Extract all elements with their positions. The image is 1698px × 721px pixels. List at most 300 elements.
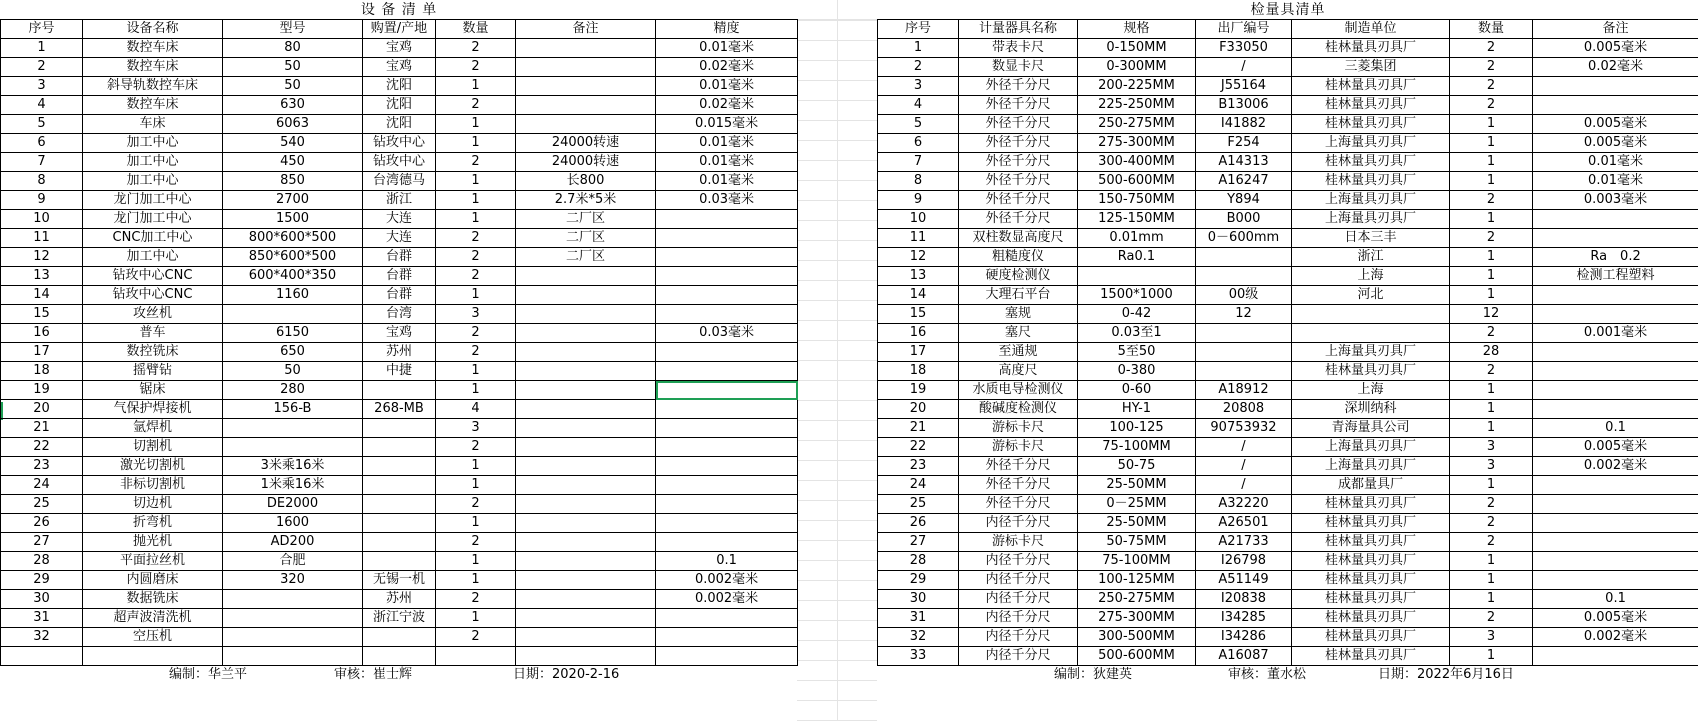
table-cell[interactable]: 0.005毫米 bbox=[1533, 609, 1698, 628]
table-cell[interactable]: 大连 bbox=[363, 229, 436, 248]
table-cell[interactable]: DE2000 bbox=[223, 495, 363, 514]
table-cell[interactable]: 外径千分尺 bbox=[959, 495, 1078, 514]
table-cell[interactable] bbox=[516, 647, 656, 666]
table-cell[interactable]: 外径千分尺 bbox=[959, 153, 1078, 172]
table-cell[interactable]: 2 bbox=[1450, 495, 1533, 514]
table-cell[interactable]: 1500 bbox=[223, 210, 363, 229]
table-cell[interactable]: 加工中心 bbox=[83, 248, 223, 267]
table-cell[interactable]: 0－600mm bbox=[1196, 229, 1292, 248]
table-cell[interactable] bbox=[1533, 362, 1698, 381]
table-cell[interactable]: 1600 bbox=[223, 514, 363, 533]
table-cell[interactable]: 0.01毫米 bbox=[656, 134, 798, 153]
table-cell[interactable]: 18 bbox=[1, 362, 83, 381]
table-cell[interactable]: Y894 bbox=[1196, 191, 1292, 210]
table-cell[interactable]: 0.1 bbox=[656, 552, 798, 571]
table-cell[interactable]: 25 bbox=[1, 495, 83, 514]
table-cell[interactable] bbox=[363, 381, 436, 400]
table-cell[interactable]: 0.03至1 bbox=[1078, 324, 1196, 343]
table-cell[interactable]: 1 bbox=[436, 457, 516, 476]
table-cell[interactable]: 1 bbox=[1450, 286, 1533, 305]
table-cell[interactable]: A14313 bbox=[1196, 153, 1292, 172]
table-cell[interactable]: 外径千分尺 bbox=[959, 77, 1078, 96]
table-cell[interactable]: 2 bbox=[436, 39, 516, 58]
table-cell[interactable]: 3 bbox=[1, 77, 83, 96]
table-cell[interactable]: 25 bbox=[878, 495, 959, 514]
table-cell[interactable]: 数控车床 bbox=[83, 96, 223, 115]
table-cell[interactable]: 2 bbox=[1450, 58, 1533, 77]
gauges-header-cell[interactable]: 制造单位 bbox=[1292, 20, 1450, 39]
table-cell[interactable]: 275-300MM bbox=[1078, 609, 1196, 628]
table-cell[interactable]: A18912 bbox=[1196, 381, 1292, 400]
table-cell[interactable]: 20 bbox=[1, 400, 83, 419]
table-cell[interactable] bbox=[516, 400, 656, 419]
table-cell[interactable]: A16087 bbox=[1196, 647, 1292, 666]
table-cell[interactable]: 27 bbox=[878, 533, 959, 552]
table-cell[interactable]: 150-750MM bbox=[1078, 191, 1196, 210]
table-cell[interactable] bbox=[83, 647, 223, 666]
table-cell[interactable]: 游标卡尺 bbox=[959, 533, 1078, 552]
table-cell[interactable] bbox=[363, 457, 436, 476]
table-cell[interactable]: 合肥 bbox=[223, 552, 363, 571]
table-cell[interactable]: 检测工程塑料 bbox=[1533, 267, 1698, 286]
table-cell[interactable] bbox=[516, 457, 656, 476]
table-cell[interactable] bbox=[656, 248, 798, 267]
table-cell[interactable] bbox=[516, 571, 656, 590]
table-cell[interactable]: 12 bbox=[1196, 305, 1292, 324]
table-cell[interactable]: 1 bbox=[1450, 552, 1533, 571]
table-cell[interactable]: HY-1 bbox=[1078, 400, 1196, 419]
table-cell[interactable]: 22 bbox=[878, 438, 959, 457]
table-cell[interactable]: 7 bbox=[1, 153, 83, 172]
table-cell[interactable] bbox=[1533, 533, 1698, 552]
table-cell[interactable] bbox=[656, 210, 798, 229]
table-cell[interactable]: 台湾德马 bbox=[363, 172, 436, 191]
table-cell[interactable]: 11 bbox=[878, 229, 959, 248]
table-cell[interactable]: 22 bbox=[1, 438, 83, 457]
table-cell[interactable]: 1500*1000 bbox=[1078, 286, 1196, 305]
table-cell[interactable]: 1 bbox=[436, 210, 516, 229]
table-cell[interactable]: I26798 bbox=[1196, 552, 1292, 571]
table-cell[interactable]: 24 bbox=[878, 476, 959, 495]
table-cell[interactable]: Ra 0.2 bbox=[1533, 248, 1698, 267]
table-cell[interactable]: 1 bbox=[436, 115, 516, 134]
table-cell[interactable] bbox=[1196, 343, 1292, 362]
table-cell[interactable]: 长800 bbox=[516, 172, 656, 191]
table-cell[interactable]: 13 bbox=[1, 267, 83, 286]
table-cell[interactable]: 1 bbox=[1450, 248, 1533, 267]
table-cell[interactable] bbox=[656, 457, 798, 476]
table-cell[interactable]: 1 bbox=[436, 514, 516, 533]
table-cell[interactable]: 沈阳 bbox=[363, 115, 436, 134]
table-cell[interactable]: 带表卡尺 bbox=[959, 39, 1078, 58]
table-cell[interactable]: 内径千分尺 bbox=[959, 628, 1078, 647]
table-cell[interactable]: 2 bbox=[436, 438, 516, 457]
table-cell[interactable]: 650 bbox=[223, 343, 363, 362]
table-cell[interactable]: 0.01毫米 bbox=[656, 77, 798, 96]
table-cell[interactable]: 桂林量具刃具厂 bbox=[1292, 647, 1450, 666]
table-cell[interactable]: 桂林量具刃具厂 bbox=[1292, 514, 1450, 533]
table-cell[interactable]: 1160 bbox=[223, 286, 363, 305]
table-cell[interactable] bbox=[1533, 229, 1698, 248]
table-cell[interactable]: 320 bbox=[223, 571, 363, 590]
table-cell[interactable] bbox=[1196, 248, 1292, 267]
table-cell[interactable]: 0.01毫米 bbox=[656, 39, 798, 58]
table-cell[interactable]: 龙门加工中心 bbox=[83, 191, 223, 210]
table-cell[interactable]: 0－25MM bbox=[1078, 495, 1196, 514]
table-cell[interactable]: 5至50 bbox=[1078, 343, 1196, 362]
table-cell[interactable]: 1 bbox=[1, 39, 83, 58]
table-cell[interactable]: 4 bbox=[436, 400, 516, 419]
table-cell[interactable]: 0.02毫米 bbox=[1533, 58, 1698, 77]
table-cell[interactable]: 10 bbox=[1, 210, 83, 229]
table-cell[interactable]: 空压机 bbox=[83, 628, 223, 647]
table-cell[interactable]: 80 bbox=[223, 39, 363, 58]
table-cell[interactable]: A26501 bbox=[1196, 514, 1292, 533]
table-cell[interactable] bbox=[516, 628, 656, 647]
table-cell[interactable]: 外径千分尺 bbox=[959, 457, 1078, 476]
table-cell[interactable]: 2 bbox=[1450, 96, 1533, 115]
table-cell[interactable]: B13006 bbox=[1196, 96, 1292, 115]
table-cell[interactable]: 桂林量具刃具厂 bbox=[1292, 590, 1450, 609]
table-cell[interactable]: 外径千分尺 bbox=[959, 476, 1078, 495]
table-cell[interactable]: 2 bbox=[436, 324, 516, 343]
table-cell[interactable]: 桂林量具刃具厂 bbox=[1292, 153, 1450, 172]
table-cell[interactable]: 33 bbox=[878, 647, 959, 666]
table-cell[interactable]: 加工中心 bbox=[83, 153, 223, 172]
table-cell[interactable]: 29 bbox=[878, 571, 959, 590]
table-cell[interactable]: 32 bbox=[878, 628, 959, 647]
table-cell[interactable]: 0.005毫米 bbox=[1533, 39, 1698, 58]
table-cell[interactable]: 酸碱度检测仪 bbox=[959, 400, 1078, 419]
table-cell[interactable]: 1 bbox=[1450, 476, 1533, 495]
table-cell[interactable]: 硬度检测仪 bbox=[959, 267, 1078, 286]
table-cell[interactable]: 1 bbox=[436, 172, 516, 191]
table-cell[interactable]: 3米乘16米 bbox=[223, 457, 363, 476]
table-cell[interactable]: 16 bbox=[1, 324, 83, 343]
table-cell[interactable]: 1 bbox=[1450, 153, 1533, 172]
table-cell[interactable] bbox=[516, 381, 656, 400]
table-cell[interactable]: 2 bbox=[436, 590, 516, 609]
table-cell[interactable]: 青海量具公司 bbox=[1292, 419, 1450, 438]
table-cell[interactable]: 280 bbox=[223, 381, 363, 400]
table-cell[interactable]: 50-75 bbox=[1078, 457, 1196, 476]
table-cell[interactable]: 50 bbox=[223, 58, 363, 77]
table-cell[interactable]: I20838 bbox=[1196, 590, 1292, 609]
table-cell[interactable]: 100-125 bbox=[1078, 419, 1196, 438]
table-cell[interactable] bbox=[1533, 343, 1698, 362]
table-cell[interactable] bbox=[656, 495, 798, 514]
table-cell[interactable]: 2 bbox=[1450, 533, 1533, 552]
table-cell[interactable]: 1 bbox=[436, 77, 516, 96]
table-cell[interactable]: 摇臂钻 bbox=[83, 362, 223, 381]
table-cell[interactable]: 游标卡尺 bbox=[959, 438, 1078, 457]
table-cell[interactable]: 数据铣床 bbox=[83, 590, 223, 609]
table-cell[interactable] bbox=[1078, 267, 1196, 286]
table-cell[interactable]: 氩焊机 bbox=[83, 419, 223, 438]
table-cell[interactable] bbox=[516, 552, 656, 571]
table-cell[interactable]: 高度尺 bbox=[959, 362, 1078, 381]
table-cell[interactable]: 2700 bbox=[223, 191, 363, 210]
table-cell[interactable]: 日本三丰 bbox=[1292, 229, 1450, 248]
table-cell[interactable] bbox=[1196, 324, 1292, 343]
table-cell[interactable]: 3 bbox=[878, 77, 959, 96]
table-cell[interactable]: 桂林量具刃具厂 bbox=[1292, 362, 1450, 381]
table-cell[interactable] bbox=[656, 514, 798, 533]
table-cell[interactable]: 32 bbox=[1, 628, 83, 647]
table-cell[interactable] bbox=[1533, 400, 1698, 419]
table-cell[interactable]: 540 bbox=[223, 134, 363, 153]
table-cell[interactable] bbox=[1292, 305, 1450, 324]
table-cell[interactable]: 125-150MM bbox=[1078, 210, 1196, 229]
table-cell[interactable]: 1 bbox=[1450, 115, 1533, 134]
table-cell[interactable] bbox=[656, 343, 798, 362]
table-cell[interactable]: 上海 bbox=[1292, 267, 1450, 286]
table-cell[interactable]: 12 bbox=[1, 248, 83, 267]
table-cell[interactable]: 24000转速 bbox=[516, 153, 656, 172]
table-cell[interactable] bbox=[363, 419, 436, 438]
table-cell[interactable]: 14 bbox=[878, 286, 959, 305]
table-cell[interactable] bbox=[223, 628, 363, 647]
table-cell[interactable]: 2 bbox=[1450, 191, 1533, 210]
table-cell[interactable]: 3 bbox=[436, 419, 516, 438]
table-cell[interactable]: 水质电导检测仪 bbox=[959, 381, 1078, 400]
table-cell[interactable]: 0.005毫米 bbox=[1533, 438, 1698, 457]
equipment-header-cell[interactable]: 序号 bbox=[1, 20, 83, 39]
table-cell[interactable]: 300-500MM bbox=[1078, 628, 1196, 647]
table-cell[interactable] bbox=[656, 229, 798, 248]
table-cell[interactable]: A51149 bbox=[1196, 571, 1292, 590]
table-cell[interactable]: 塞尺 bbox=[959, 324, 1078, 343]
table-cell[interactable] bbox=[363, 514, 436, 533]
table-cell[interactable]: 3 bbox=[1450, 438, 1533, 457]
table-cell[interactable]: I34286 bbox=[1196, 628, 1292, 647]
table-cell[interactable]: 外径千分尺 bbox=[959, 134, 1078, 153]
table-cell[interactable]: 0.002毫米 bbox=[1533, 628, 1698, 647]
table-cell[interactable]: 0-300MM bbox=[1078, 58, 1196, 77]
table-cell[interactable]: 16 bbox=[878, 324, 959, 343]
table-cell[interactable]: 450 bbox=[223, 153, 363, 172]
table-cell[interactable]: 宝鸡 bbox=[363, 58, 436, 77]
table-cell[interactable]: 上海量具刃具厂 bbox=[1292, 134, 1450, 153]
table-cell[interactable] bbox=[1533, 381, 1698, 400]
table-cell[interactable] bbox=[1196, 267, 1292, 286]
table-cell[interactable]: 桂林量具刃具厂 bbox=[1292, 628, 1450, 647]
table-cell[interactable]: 浙江宁波 bbox=[363, 609, 436, 628]
table-cell[interactable]: 31 bbox=[878, 609, 959, 628]
table-cell[interactable]: 塞规 bbox=[959, 305, 1078, 324]
table-cell[interactable]: 268-MB bbox=[363, 400, 436, 419]
table-cell[interactable]: 6 bbox=[1, 134, 83, 153]
table-cell[interactable]: 超声波清洗机 bbox=[83, 609, 223, 628]
table-cell[interactable]: 粗糙度仪 bbox=[959, 248, 1078, 267]
table-cell[interactable] bbox=[656, 267, 798, 286]
table-cell[interactable] bbox=[436, 647, 516, 666]
table-cell[interactable]: 大理石平台 bbox=[959, 286, 1078, 305]
table-cell[interactable]: 1 bbox=[1450, 267, 1533, 286]
table-cell[interactable]: 普车 bbox=[83, 324, 223, 343]
table-cell[interactable]: 1 bbox=[1450, 381, 1533, 400]
table-cell[interactable] bbox=[516, 324, 656, 343]
table-cell[interactable]: 12 bbox=[1450, 305, 1533, 324]
table-cell[interactable]: 17 bbox=[1, 343, 83, 362]
table-cell[interactable]: 外径千分尺 bbox=[959, 115, 1078, 134]
table-cell[interactable] bbox=[1533, 514, 1698, 533]
table-cell[interactable]: 8 bbox=[878, 172, 959, 191]
table-cell[interactable]: 156-B bbox=[223, 400, 363, 419]
table-cell[interactable]: 600*400*350 bbox=[223, 267, 363, 286]
table-cell[interactable] bbox=[223, 647, 363, 666]
table-cell[interactable]: AD200 bbox=[223, 533, 363, 552]
table-cell[interactable] bbox=[516, 115, 656, 134]
table-cell[interactable]: 钻玫中心CNC bbox=[83, 286, 223, 305]
table-cell[interactable]: I34285 bbox=[1196, 609, 1292, 628]
table-cell[interactable]: 19 bbox=[878, 381, 959, 400]
table-cell[interactable]: 内径千分尺 bbox=[959, 647, 1078, 666]
table-cell[interactable] bbox=[656, 438, 798, 457]
table-cell[interactable]: 21 bbox=[878, 419, 959, 438]
table-cell[interactable]: 200-225MM bbox=[1078, 77, 1196, 96]
table-cell[interactable] bbox=[363, 438, 436, 457]
table-cell[interactable] bbox=[656, 476, 798, 495]
table-cell[interactable]: 0.03毫米 bbox=[656, 191, 798, 210]
table-cell[interactable]: 29 bbox=[1, 571, 83, 590]
table-cell[interactable]: 桂林量具刃具厂 bbox=[1292, 609, 1450, 628]
table-cell[interactable]: 宝鸡 bbox=[363, 324, 436, 343]
table-cell[interactable]: 非标切割机 bbox=[83, 476, 223, 495]
table-cell[interactable]: 桂林量具刃具厂 bbox=[1292, 77, 1450, 96]
table-cell[interactable]: 24000转速 bbox=[516, 134, 656, 153]
table-cell[interactable]: 5 bbox=[878, 115, 959, 134]
table-cell[interactable] bbox=[516, 609, 656, 628]
gauges-header-cell[interactable]: 出厂编号 bbox=[1196, 20, 1292, 39]
table-cell[interactable]: 0.01毫米 bbox=[1533, 153, 1698, 172]
table-cell[interactable] bbox=[223, 419, 363, 438]
table-cell[interactable]: 850 bbox=[223, 172, 363, 191]
table-cell[interactable]: 25-50MM bbox=[1078, 514, 1196, 533]
table-cell[interactable]: 0.002毫米 bbox=[1533, 457, 1698, 476]
table-cell[interactable]: 苏州 bbox=[363, 343, 436, 362]
table-cell[interactable] bbox=[1292, 324, 1450, 343]
table-cell[interactable]: 1 bbox=[1450, 571, 1533, 590]
table-cell[interactable]: 2 bbox=[436, 267, 516, 286]
table-cell[interactable] bbox=[1533, 495, 1698, 514]
table-cell[interactable]: 1 bbox=[436, 286, 516, 305]
table-cell[interactable]: 内径千分尺 bbox=[959, 514, 1078, 533]
table-cell[interactable] bbox=[656, 286, 798, 305]
table-cell[interactable]: 1 bbox=[1450, 647, 1533, 666]
table-cell[interactable]: 二厂区 bbox=[516, 248, 656, 267]
table-cell[interactable]: 26 bbox=[1, 514, 83, 533]
table-cell[interactable]: 75-100MM bbox=[1078, 552, 1196, 571]
table-cell[interactable]: 苏州 bbox=[363, 590, 436, 609]
table-cell[interactable]: 0.005毫米 bbox=[1533, 134, 1698, 153]
table-cell[interactable]: / bbox=[1196, 476, 1292, 495]
table-cell[interactable]: A21733 bbox=[1196, 533, 1292, 552]
table-cell[interactable]: 数控车床 bbox=[83, 58, 223, 77]
table-cell[interactable]: B000 bbox=[1196, 210, 1292, 229]
table-cell[interactable]: 26 bbox=[878, 514, 959, 533]
table-cell[interactable]: 28 bbox=[878, 552, 959, 571]
table-cell[interactable]: 三菱集团 bbox=[1292, 58, 1450, 77]
table-cell[interactable] bbox=[1533, 77, 1698, 96]
table-cell[interactable]: 数显卡尺 bbox=[959, 58, 1078, 77]
equipment-header-cell[interactable]: 备注 bbox=[516, 20, 656, 39]
table-cell[interactable]: 上海量具刃具厂 bbox=[1292, 343, 1450, 362]
table-cell[interactable]: 28 bbox=[1, 552, 83, 571]
table-cell[interactable] bbox=[363, 647, 436, 666]
table-cell[interactable]: 1 bbox=[1450, 172, 1533, 191]
table-cell[interactable]: 2 bbox=[1, 58, 83, 77]
table-cell[interactable]: 内径千分尺 bbox=[959, 571, 1078, 590]
table-cell[interactable] bbox=[516, 514, 656, 533]
table-cell[interactable]: 桂林量具刃具厂 bbox=[1292, 552, 1450, 571]
table-cell[interactable] bbox=[516, 476, 656, 495]
table-cell[interactable]: 沈阳 bbox=[363, 96, 436, 115]
table-cell[interactable] bbox=[516, 590, 656, 609]
table-cell[interactable] bbox=[223, 609, 363, 628]
table-cell[interactable]: 2 bbox=[436, 628, 516, 647]
table-cell[interactable] bbox=[656, 647, 798, 666]
table-cell[interactable]: 24 bbox=[1, 476, 83, 495]
table-cell[interactable]: 7 bbox=[878, 153, 959, 172]
table-cell[interactable]: 2 bbox=[1450, 514, 1533, 533]
gauges-header-cell[interactable]: 备注 bbox=[1533, 20, 1698, 39]
table-cell[interactable] bbox=[516, 343, 656, 362]
table-cell[interactable]: 二厂区 bbox=[516, 210, 656, 229]
table-cell[interactable]: 平面拉丝机 bbox=[83, 552, 223, 571]
table-cell[interactable]: 225-250MM bbox=[1078, 96, 1196, 115]
table-cell[interactable]: 30 bbox=[1, 590, 83, 609]
table-cell[interactable]: 13 bbox=[878, 267, 959, 286]
table-cell[interactable] bbox=[363, 552, 436, 571]
table-cell[interactable]: 20 bbox=[878, 400, 959, 419]
table-cell[interactable]: 锯床 bbox=[83, 381, 223, 400]
table-cell[interactable]: / bbox=[1196, 457, 1292, 476]
table-cell[interactable]: 中捷 bbox=[363, 362, 436, 381]
table-cell[interactable]: 1 bbox=[436, 134, 516, 153]
table-cell[interactable]: 1 bbox=[1450, 134, 1533, 153]
table-cell[interactable]: 27 bbox=[1, 533, 83, 552]
table-cell[interactable]: 0.01mm bbox=[1078, 229, 1196, 248]
table-cell[interactable]: 钻玫中心 bbox=[363, 153, 436, 172]
table-cell[interactable]: 内径千分尺 bbox=[959, 590, 1078, 609]
table-cell[interactable]: 2 bbox=[436, 96, 516, 115]
table-cell[interactable]: 0.1 bbox=[1533, 419, 1698, 438]
table-cell[interactable]: 50 bbox=[223, 77, 363, 96]
table-cell[interactable]: 23 bbox=[878, 457, 959, 476]
table-cell[interactable]: 桂林量具刃具厂 bbox=[1292, 571, 1450, 590]
table-cell[interactable]: 19 bbox=[1, 381, 83, 400]
table-cell[interactable]: 15 bbox=[1, 305, 83, 324]
table-cell[interactable]: 外径千分尺 bbox=[959, 191, 1078, 210]
equipment-header-cell[interactable]: 精度 bbox=[656, 20, 798, 39]
table-cell[interactable]: 0.01毫米 bbox=[656, 153, 798, 172]
table-cell[interactable] bbox=[516, 267, 656, 286]
table-cell[interactable]: 8 bbox=[1, 172, 83, 191]
table-cell[interactable] bbox=[1196, 362, 1292, 381]
table-cell[interactable]: / bbox=[1196, 438, 1292, 457]
table-cell[interactable] bbox=[516, 305, 656, 324]
table-cell[interactable]: 2.7米*5米 bbox=[516, 191, 656, 210]
table-cell[interactable]: 0-60 bbox=[1078, 381, 1196, 400]
table-cell[interactable]: 00级 bbox=[1196, 286, 1292, 305]
table-cell[interactable]: 游标卡尺 bbox=[959, 419, 1078, 438]
table-cell[interactable]: 300-400MM bbox=[1078, 153, 1196, 172]
table-cell[interactable] bbox=[363, 495, 436, 514]
table-cell[interactable]: 深圳纳科 bbox=[1292, 400, 1450, 419]
table-cell[interactable]: 至通规 bbox=[959, 343, 1078, 362]
table-cell[interactable]: 17 bbox=[878, 343, 959, 362]
